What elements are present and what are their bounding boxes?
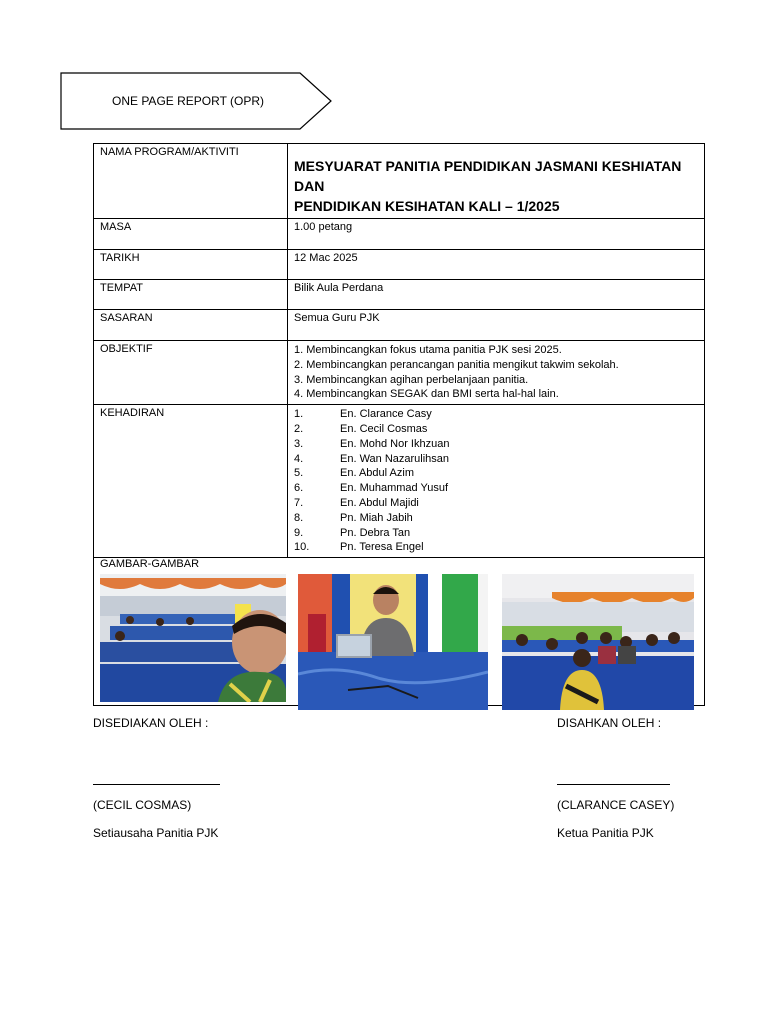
program-label: NAMA PROGRAM/AKTIVITI	[94, 144, 288, 219]
row-program	[94, 144, 705, 219]
objektif-label: OBJEKTIF	[94, 341, 288, 405]
photo-2-image	[298, 574, 488, 710]
row-kehadiran	[94, 405, 705, 558]
program-title-line1: MESYUARAT PANITIA PENDIDIKAN JASMANI KESHIATAN DAN	[294, 158, 682, 194]
approved-by-label: DISAHKAN OLEH :	[557, 716, 662, 730]
attendee-item	[294, 452, 698, 467]
tempat-label: TEMPAT	[94, 280, 288, 310]
attendee-name: En. Cecil Cosmas	[340, 422, 428, 435]
attendee-item	[294, 407, 698, 422]
attendee-name: Pn. Debra Tan	[340, 526, 411, 539]
row-masa	[94, 219, 705, 250]
attendee-item	[294, 466, 698, 481]
kehadiran-list	[288, 405, 705, 558]
attendee-item	[294, 481, 698, 496]
prepared-by-name: (CECIL COSMAS)	[93, 798, 192, 812]
attendee-number: 3.	[294, 437, 304, 450]
tarikh-value: 12 Mac 2025	[288, 250, 705, 280]
attendee-item	[294, 526, 698, 541]
attendee-name: En. Mohd Nor Ikhzuan	[340, 437, 450, 450]
attendee-item	[294, 540, 698, 555]
attendee-number: 4.	[294, 452, 304, 465]
approved-by-name: (CLARANCE CASEY)	[557, 798, 675, 812]
photo-strip	[100, 574, 698, 702]
attendee-number: 10.	[294, 541, 310, 554]
attendee-item	[294, 422, 698, 437]
program-title-line2: PENDIDIKAN KESIHATAN KALI – 1/2025	[294, 198, 560, 214]
tarikh-label: TARIKH	[94, 250, 288, 280]
photo-3-image	[502, 574, 694, 710]
attendee-number: 9.	[294, 526, 304, 539]
masa-label: MASA	[94, 219, 288, 250]
meeting-photo-2	[298, 574, 488, 713]
objektif-item: 3. Membincangkan agihan perbelanjaan panitia.	[294, 373, 529, 386]
row-tempat	[94, 280, 705, 310]
attendee-number: 8.	[294, 511, 304, 524]
objektif-item: 1. Membincangkan fokus utama panitia PJK sesi 2025.	[294, 344, 562, 356]
attendee-name: En. Wan Nazarulihsan	[340, 452, 450, 465]
attendee-name: En. Abdul Azim	[340, 467, 414, 480]
gambar-label: GAMBAR-GAMBAR	[100, 558, 200, 571]
row-gambar	[94, 558, 705, 706]
gambar-cell	[94, 558, 705, 706]
photo-1-image	[100, 574, 286, 702]
attendee-number: 7.	[294, 496, 304, 509]
attendee-name: En. Clarance Casy	[340, 408, 432, 421]
attendee-item	[294, 437, 698, 452]
sasaran-label: SASARAN	[94, 310, 288, 341]
meeting-photo-3	[502, 574, 694, 713]
prepared-signature-line	[93, 784, 220, 785]
prepared-by-role: Setiausaha Panitia PJK	[93, 826, 219, 840]
program-title	[288, 144, 705, 219]
prepared-by-label: DISEDIAKAN OLEH :	[93, 716, 209, 730]
report-banner	[60, 72, 332, 130]
attendee-name: Pn. Teresa Engel	[340, 541, 424, 554]
attendee-number: 1.	[294, 408, 304, 421]
objektif-list	[288, 341, 705, 405]
row-tarikh	[94, 250, 705, 280]
attendee-name: En. Muhammad Yusuf	[340, 482, 449, 495]
attendee-name: En. Abdul Majidi	[340, 496, 419, 509]
attendee-number: 5.	[294, 467, 304, 480]
sasaran-value: Semua Guru PJK	[288, 310, 705, 341]
meeting-photo-1	[100, 574, 286, 705]
masa-value: 1.00 petang	[288, 219, 705, 250]
objektif-item: 2. Membincangkan perancangan panitia mengikut takwim sekolah.	[294, 358, 619, 371]
row-objektif	[94, 341, 705, 405]
attendee-item	[294, 496, 698, 511]
approved-by-role: Ketua Panitia PJK	[557, 826, 654, 840]
kehadiran-label: KEHADIRAN	[94, 405, 288, 558]
report-table	[93, 143, 705, 706]
approved-signature-line	[557, 784, 670, 785]
row-sasaran	[94, 310, 705, 341]
attendee-item	[294, 511, 698, 526]
attendee-number: 6.	[294, 482, 304, 495]
attendee-number: 2.	[294, 422, 304, 435]
objektif-item: 4. Membincangkan SEGAK dan BMI serta hal-hal lain.	[294, 388, 559, 401]
tempat-value: Bilik Aula Perdana	[288, 280, 705, 310]
attendee-name: Pn. Miah Jabih	[340, 511, 413, 524]
banner-label: ONE PAGE REPORT (OPR)	[111, 94, 265, 108]
